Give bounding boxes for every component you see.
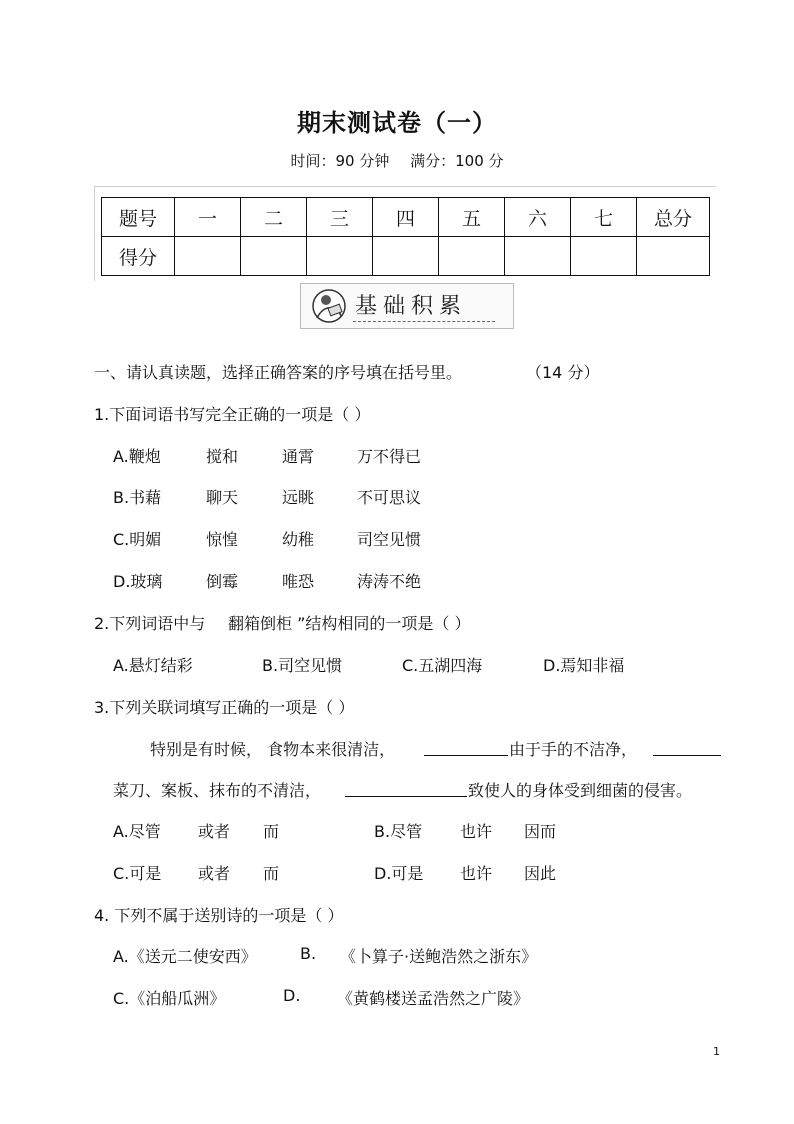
page-number: 1 <box>713 1045 720 1058</box>
score-input-cell[interactable] <box>571 237 637 276</box>
q4-option-b: 《卜算子·送鲍浩然之浙东》 <box>340 947 538 966</box>
q2-option-d: D.焉知非福 <box>543 656 625 675</box>
score-input-cell[interactable] <box>439 237 505 276</box>
q3-blank-1[interactable] <box>424 741 508 756</box>
score-input-cell[interactable] <box>175 237 241 276</box>
q4-option-d-label: D. <box>283 986 301 1005</box>
score-table-frame <box>94 186 716 281</box>
q3-blank-3[interactable] <box>345 782 467 797</box>
q3-option-d-word1: D.可是 <box>374 864 424 883</box>
score-table-score-row <box>102 237 710 276</box>
exam-info <box>0 150 794 171</box>
q3-option-a-word3: 而 <box>263 822 280 841</box>
q2-option-c: C.五湖四海 <box>402 656 483 675</box>
q1-option-b-word2: 聊天 <box>206 488 239 507</box>
q4-option-a: A.《送元二使安西》 <box>113 947 257 966</box>
q1-option-a-word4: 万不得已 <box>357 447 422 466</box>
q1-option-c-word3: 幼稚 <box>282 530 315 549</box>
q3-blank-2[interactable] <box>653 741 721 756</box>
section-points: （14 分） <box>526 363 600 382</box>
q3-option-d-word3: 因此 <box>524 864 557 883</box>
q4-option-c: C.《泊船瓜洲》 <box>113 989 226 1008</box>
score-input-cell[interactable] <box>307 237 373 276</box>
score-table-header-row <box>102 198 710 237</box>
q3-option-a-word1: A.尽管 <box>113 822 161 841</box>
score-cell: 总分 <box>637 198 710 237</box>
q3-option-a-word2: 或者 <box>198 822 231 841</box>
exam-time: 时间：90 分钟 <box>290 152 390 170</box>
q1-option-a-word1: A.鞭炮 <box>113 447 161 466</box>
score-cell: 六 <box>505 198 571 237</box>
section-heading-text: 一、请认真读题，选择正确答案的序号填在括号里。 <box>94 363 463 382</box>
q3-passage-part1: 特别是有时候， 食物本来很清洁， <box>150 740 396 759</box>
q3-option-c-word1: C.可是 <box>113 864 162 883</box>
score-input-cell[interactable] <box>241 237 307 276</box>
banner-underline <box>353 321 495 322</box>
q1-option-b-word4: 不可思议 <box>357 488 422 507</box>
q2-option-a: A.悬灯结彩 <box>113 656 193 675</box>
q3-passage-part4: 致使人的身体受到细菌的侵害。 <box>468 781 693 800</box>
section-banner <box>300 283 514 329</box>
q3-option-c-word2: 或者 <box>198 864 231 883</box>
banner-text: 基础积累 <box>355 294 468 319</box>
q2-option-b: B.司空见惯 <box>262 656 343 675</box>
q1-option-c-word4: 司空见惯 <box>357 530 422 549</box>
page-title: 期末测试卷（一） <box>297 109 497 137</box>
q1-option-d-word3: 唯恐 <box>282 572 315 591</box>
q1-option-d-word2: 倒霉 <box>206 572 239 591</box>
exam-full-score: 满分：100 分 <box>410 152 504 170</box>
score-cell: 七 <box>571 198 637 237</box>
q3-passage-part3: 菜刀、案板、抹布的不清洁， <box>113 781 322 800</box>
score-cell: 四 <box>373 198 439 237</box>
score-cell: 一 <box>175 198 241 237</box>
score-cell: 得分 <box>102 237 175 276</box>
question-4-stem: 4. 下列不属于送别诗的一项是（ ） <box>94 906 344 925</box>
q1-option-b-word3: 远眺 <box>282 488 315 507</box>
question-1-stem: 1.下面词语书写完全正确的一项是（ ） <box>94 405 371 424</box>
q3-option-d-word2: 也许 <box>460 864 493 883</box>
q4-option-b-label: B. <box>300 944 317 963</box>
question-2-stem-part1: 2.下列词语中与 <box>94 614 206 633</box>
q1-option-a-word3: 通霄 <box>282 447 315 466</box>
q1-option-c-word1: C.明媚 <box>113 530 162 549</box>
q1-option-d-word4: 涛涛不绝 <box>357 572 422 591</box>
question-2-stem-part2: 翻箱倒柜 ”结构相同的一项是（ ） <box>228 614 471 633</box>
score-cell: 题号 <box>102 198 175 237</box>
score-input-cell[interactable] <box>505 237 571 276</box>
q3-option-b-word3: 因而 <box>524 822 557 841</box>
q3-option-b-word2: 也许 <box>460 822 493 841</box>
q1-option-c-word2: 惊惶 <box>206 530 239 549</box>
score-input-cell[interactable] <box>637 237 710 276</box>
score-table <box>101 197 710 276</box>
score-cell: 二 <box>241 198 307 237</box>
q3-option-b-word1: B.尽管 <box>374 822 423 841</box>
student-reading-icon <box>309 288 349 324</box>
section-heading <box>94 360 462 383</box>
score-cell: 三 <box>307 198 373 237</box>
question-3-stem: 3.下列关联词填写正确的一项是（ ） <box>94 698 355 717</box>
q1-option-b-word1: B.书藉 <box>113 488 162 507</box>
q3-option-c-word3: 而 <box>263 864 280 883</box>
q1-option-a-word2: 搅和 <box>206 447 239 466</box>
score-input-cell[interactable] <box>373 237 439 276</box>
q3-passage-part2: 由于手的不洁净， <box>509 740 638 759</box>
q1-option-d-word1: D.玻璃 <box>113 572 163 591</box>
score-cell: 五 <box>439 198 505 237</box>
q4-option-d: 《黄鹤楼送孟浩然之广陵》 <box>337 989 530 1008</box>
